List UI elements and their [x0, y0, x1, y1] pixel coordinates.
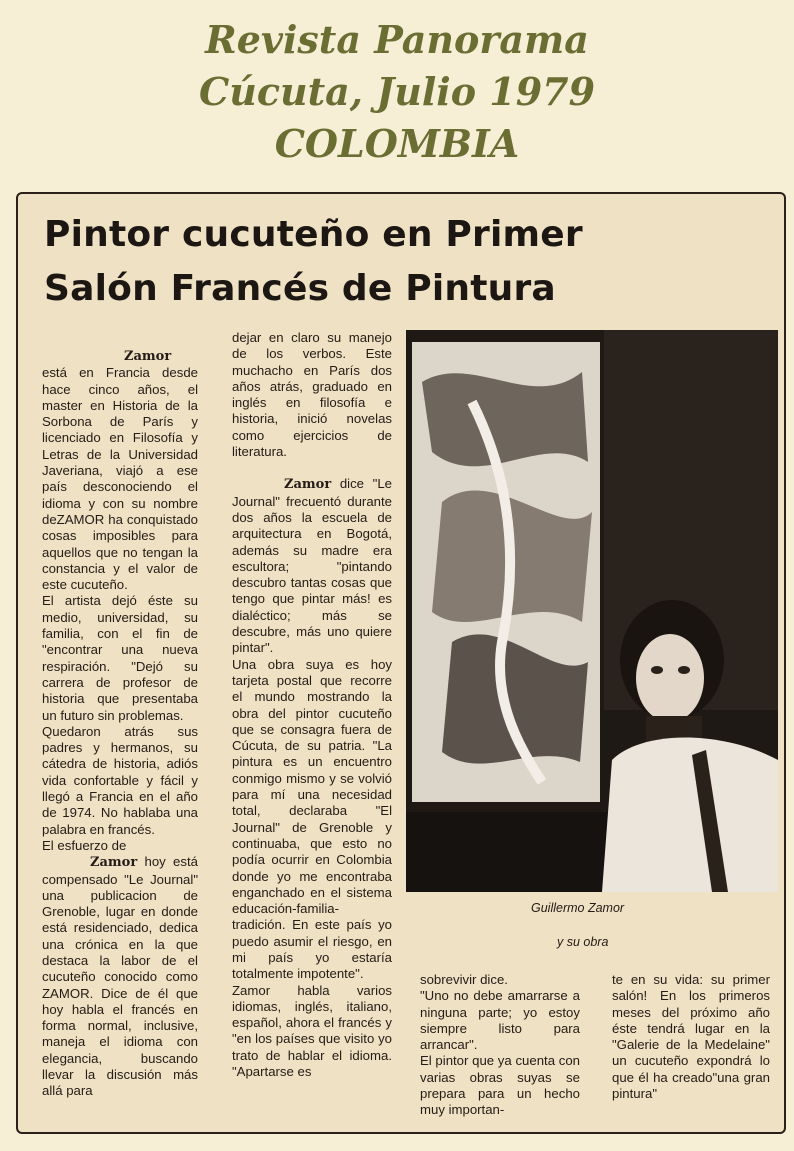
article-column-2 — [232, 330, 392, 1080]
paragraph: Zamor habla varios idiomas, inglés, italiano, español, ahora el francés y "en los países que visito yo trato de hablar el idioma. "Apartarse es — [232, 982, 392, 1080]
artist-portrait — [602, 590, 778, 892]
photo-caption-work: y su obra — [557, 935, 609, 949]
banner-place-date: Cúcuta, Julio 1979 — [198, 69, 596, 114]
lead-name: Zamor — [124, 349, 172, 364]
article-column-4 — [612, 972, 770, 1102]
paragraph: Zamor está en Francia desde hace cinco años, el master en Historia de la Sorbona de París y licenciado en Filosofía y Letras de la Universidad Javeriana, viajó a ese país desconociendo el idioma y con su nombre deZAMOR ha conquistado cosas imposibles para aquellos que no tengan la constancia y el valor de este cucuteño. — [42, 349, 198, 593]
painting-image — [412, 342, 600, 802]
paragraph: Zamor dice "Le Journal" frecuentó durante dos años la escuela de arquitectura en Bogotá, además su madre era escultora; "pintando descubro tantas cosas que tengo que pintar más! es dialéctico; más se descubre, más uno quiere pintar". — [232, 476, 392, 656]
headline-line-2: Salón Francés de Pintura — [44, 268, 556, 309]
headline-line-1: Pintor cucuteño en Primer — [44, 214, 583, 255]
artist-name: Zamor — [284, 477, 332, 493]
paragraph: El pintor que ya cuenta con varias obras suyas se prepara para un hecho muy importan- — [420, 1053, 580, 1118]
paragraph: dejar en claro su manejo de los verbos. Este muchacho en París dos años atrás, graduado en inglés en filosofía e historia, inició novelas como ejercicios de literatura. — [232, 330, 392, 460]
paragraph: Una obra suya es hoy tarjeta postal que recorre el mundo mostrando la obra del pintor cucuteño que se consagra fuera de Cúcuta, de su patria. "La pintura es un encuentro conmigo mismo y se volvió para mí una necesidad total, declaraba "El Journal" de Grenoble y continuaba, que esto no podía ocurrir en Colombia donde yo me encontraba enganchado en el sistema educación-familia-tradición. En este país yo puedo asumir el riesgo, en mi país yo estaría totalmente impotente". — [232, 656, 392, 982]
artist-photo — [406, 330, 778, 892]
floor-shadow — [406, 812, 626, 892]
article-headline — [44, 208, 764, 316]
paragraph: "Uno no debe amarrarse a ninguna parte; yo estoy siempre listo para arrancar". — [420, 988, 580, 1053]
article-column-3 — [420, 972, 580, 1119]
painting — [412, 342, 600, 802]
paragraph: El esfuerzo de Zamor hoy está compensado "Le Journal" una publicacion de Grenoble, lugar en donde está residenciado, dedica una crónica en la que destaca la labor de el cucuteño conocido como ZAMOR. Dice de él que hoy habla el francés en forma normal, inclusive, maneja el idioma con elegancia, buscando llevar la discusión más allá para — [42, 837, 198, 1099]
photo-caption-name: Guillermo Zamor — [531, 901, 625, 915]
paragraph: Quedaron atrás sus padres y hermanos, su cátedra de historia, adiós vida confortable y fácil y llegó a Francia en el año de 1974. No hablaba una palabra en francés. — [42, 723, 198, 837]
paragraph: sobrevivir dice. — [420, 972, 508, 987]
paragraph: El artista dejó éste su medio, universidad, su familia, con el fin de "encontrar una nueva respiración. "Dejó su carrera de profesor de historia que presentaba un futuro sin problemas. — [42, 593, 198, 723]
banner-country: COLOMBIA — [274, 121, 520, 166]
article-column-1 — [42, 348, 198, 1100]
paragraph: te en su vida: su primer salón! En los primeros meses del próximo año éste tendrá lugar en la "Galerie de la Medelaine" un cucuteño expondrá lo que él ha creado"una gran pintura" — [612, 972, 770, 1102]
title-banner — [0, 0, 794, 190]
banner-publication: Revista Panorama — [205, 17, 589, 62]
artist-name: Zamor — [90, 855, 138, 871]
